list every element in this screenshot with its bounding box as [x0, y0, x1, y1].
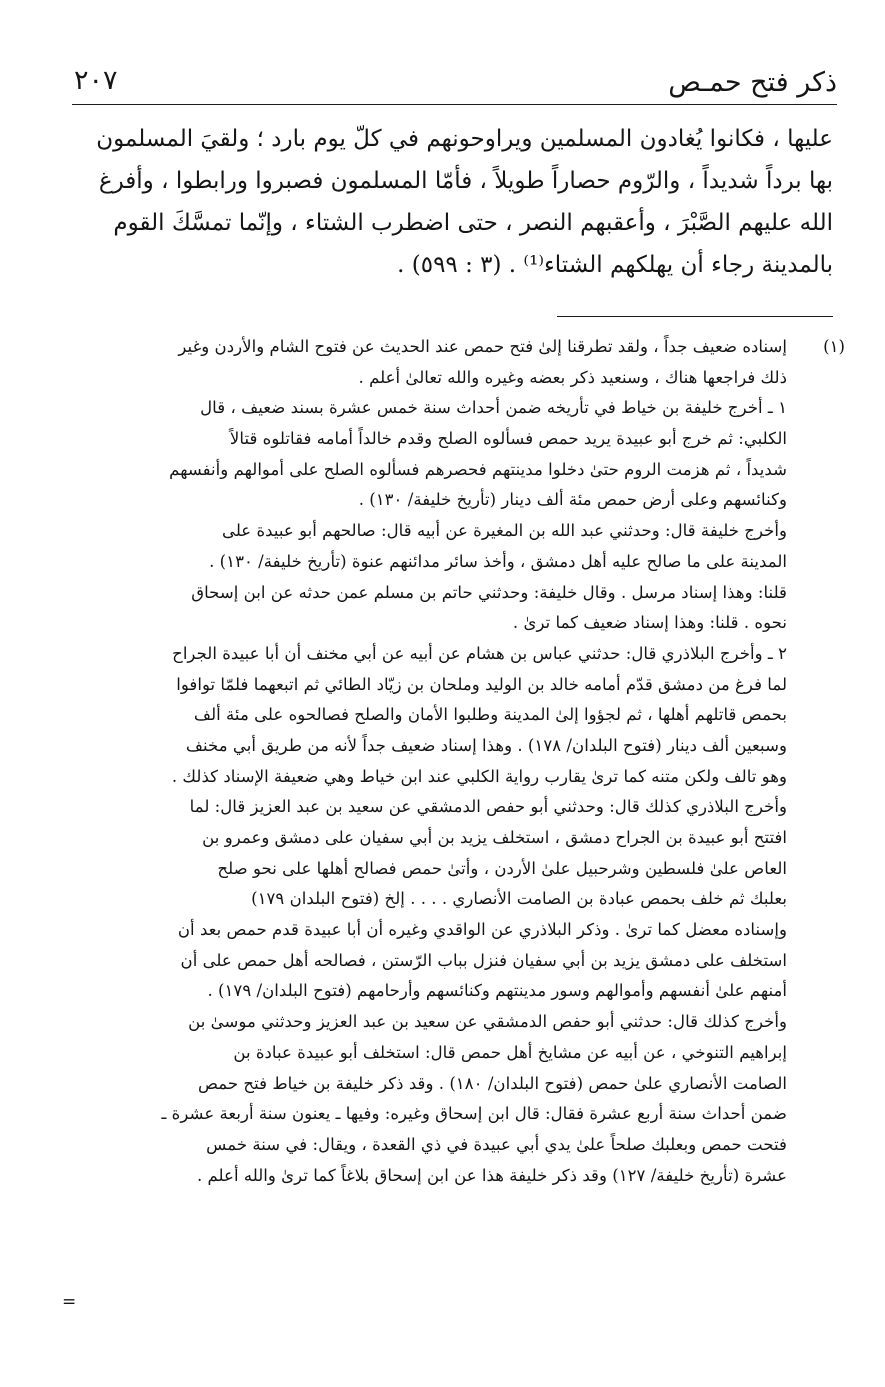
footnote-line: المدينة على ما صالح عليه أهل دمشق ، وأخذ سائر مدائنهم عنوة (تأريخ خليفة/ ١٣٠) .: [209, 551, 787, 571]
footnote-line: استخلف على دمشق يزيد بن أبي سفيان فنزل بباب الرّستن ، فصالحه أهل حمص على أن: [180, 950, 787, 970]
footnote-line: عشرة (تأريخ خليفة/ ١٢٧) وقد ذكر خليفة هذا عن ابن إسحاق بلاغاً كما ترىٰ والله أعلم .: [196, 1165, 787, 1185]
footnote-line: وكنائسهم وعلى أرض حمص مئة ألف دينار (تأريخ خليفة/ ١٣٠) .: [358, 490, 787, 510]
footnote-line: وأخرج كذلك قال: حدثني أبو حفص الدمشقي عن سعيد بن عبد العزيز وحدثني موسىٰ بن: [188, 1012, 787, 1032]
footnote-line: وسبعين ألف دينار (فتوح البلدان/ ١٧٨) . وهذا إسناد ضعيف جداً لأنه من طريق أبي مخنف: [185, 735, 787, 755]
footnote-line: ٢ ـ وأخرج البلاذري قال: حدثني عباس بن هشام عن أبيه عن أبي مخنف أن أبا عبيدة الجراح: [172, 643, 787, 663]
footnote-line: إبراهيم التنوخي ، عن أبيه عن مشايخ أهل حمص قال: استخلف أبو عبيدة عبادة بن: [233, 1042, 787, 1062]
footnote-line: بحمص قاتلهم أهلها ، ثم لجؤوا إلىٰ المدينة وطلبوا الأمان والصلح فصالحوه على مئة ألف: [193, 705, 787, 725]
chapter-title: ذكر فتح حمـص: [668, 67, 837, 98]
footnote-separator: [557, 316, 833, 317]
footnote-line: وإسناده معضل كما ترىٰ . وذكر البلاذري عن الواقدي وغيره أن أبا عبيدة قدم حمص بعد أن: [177, 920, 787, 940]
main-text-line: الله عليهم الصَّبْرَ ، وأعقبهم النصر ، حتى اضطرب الشتاء ، وإنّما تمسَّكَ القوم: [113, 210, 833, 236]
footnote-line: لما فرغ من دمشق قدّم أمامه خالد بن الوليد وملحان بن زيّاد الطائي ثم اتبعهما فلمّا توافوا: [176, 674, 787, 694]
footnote-block: [55, 332, 845, 1191]
footnote-line: ضمن أحداث سنة أربع عشرة فقال: قال ابن إسحاق وغيره: وفيها ـ يعنون سنة أربعة عشرة ـ: [161, 1104, 787, 1124]
footnote-line: شديداً ، ثم هزمت الروم حتىٰ دخلوا مدينتهم فحصرهم فسألوه الصلح على أموالهم وأنفسهم: [169, 459, 787, 479]
footnote-line: قلنا: وهذا إسناد مرسل . وقال خليفة: وحدثني حاتم بن مسلم عمن حدثه عن ابن إسحاق: [191, 582, 787, 602]
main-text-line: بها برداً شديداً ، والرّوم حصاراً طويلاً ، فأمّا المسلمون فصبروا ورابطوا ، وأفرغ: [98, 168, 833, 194]
footnote-line: ذلك فراجعها هناك ، وسنعيد ذكر بعضه وغيره والله تعالىٰ أعلم .: [358, 367, 787, 387]
footnote-line: [55, 332, 845, 363]
main-text-block: [75, 118, 833, 286]
footnote-line: وهو تالف ولكن متنه كما ترىٰ يقارب رواية الكلبي عند ابن خياط وهي ضعيفة الإسناد كذلك .: [171, 766, 787, 786]
footnote-text: إسناده ضعيف جداً ، ولقد تطرقنا إلىٰ فتح حمص عند الحديث عن فتوح الشام والأردن وغير: [178, 337, 787, 356]
footnote-line: افتتح أبو عبيدة بن الجراح دمشق ، استخلف يزيد بن أبي سفيان على دمشق وعمرو بن: [202, 828, 787, 847]
running-header: [72, 58, 837, 105]
page-number: ٢٠٧: [74, 65, 118, 96]
footnote-line: الصامت الأنصاري علىٰ حمص (فتوح البلدان/ ١٨٠) . وقد ذكر خليفة بن خياط فتح حمص: [197, 1073, 787, 1093]
main-text-line: عليها ، فكانوا يُغادون المسلمين ويراوحونهم في كلّ يوم بارد ؛ ولقيَ المسلمون: [96, 126, 833, 152]
footnote-line: الكلبي: ثم خرج أبو عبيدة يريد حمص فسألوه الصلح وقدم خالداً أمامه فقاتلوه قتالاً: [229, 429, 787, 449]
footnote-line: بعلبك ثم خلف بحمص عبادة بن الصامت الأنصاري . . . . إلخ (فتوح البلدان ١٧٩): [251, 889, 787, 909]
main-text-line: بالمدينة رجاء أن يهلكهم الشتاء⁽¹⁾ . (٣ : ٥٩٩) .: [397, 252, 833, 278]
footnote-line: وأخرج البلاذري كذلك قال: وحدثني أبو حفص الدمشقي عن سعيد بن عبد العزيز قال: لما: [189, 797, 787, 817]
footnote-line: ١ ـ أخرج خليفة بن خياط في تأريخه ضمن أحداث سنة خمس عشرة بسند ضعيف ، قال: [200, 398, 787, 418]
footnote-line: العاص علىٰ فلسطين وشرحبيل علىٰ الأردن ، وأتىٰ حمص فصالح أهلها على نحو صلح: [217, 858, 787, 878]
footnote-line: أمنهم علىٰ أنفسهم وأموالهم وسور مدينتهم وكنائسهم وأرحامهم (فتوح البلدان/ ١٧٩) .: [207, 981, 787, 1001]
footnote-line: نحوه . قلنا: وهذا إسناد ضعيف كما ترىٰ .: [512, 613, 787, 633]
footnote-marker: (١): [823, 337, 845, 356]
continuation-mark: =: [62, 1292, 77, 1312]
footnote-line: فتحت حمص وبعلبك صلحاً علىٰ يدي أبي عبيدة في ذي القعدة ، ويقال: في سنة خمس: [206, 1134, 787, 1154]
footnote-line: وأخرج خليفة قال: وحدثني عبد الله بن المغيرة عن أبيه قال: صالحهم أبو عبيدة على: [221, 521, 787, 541]
